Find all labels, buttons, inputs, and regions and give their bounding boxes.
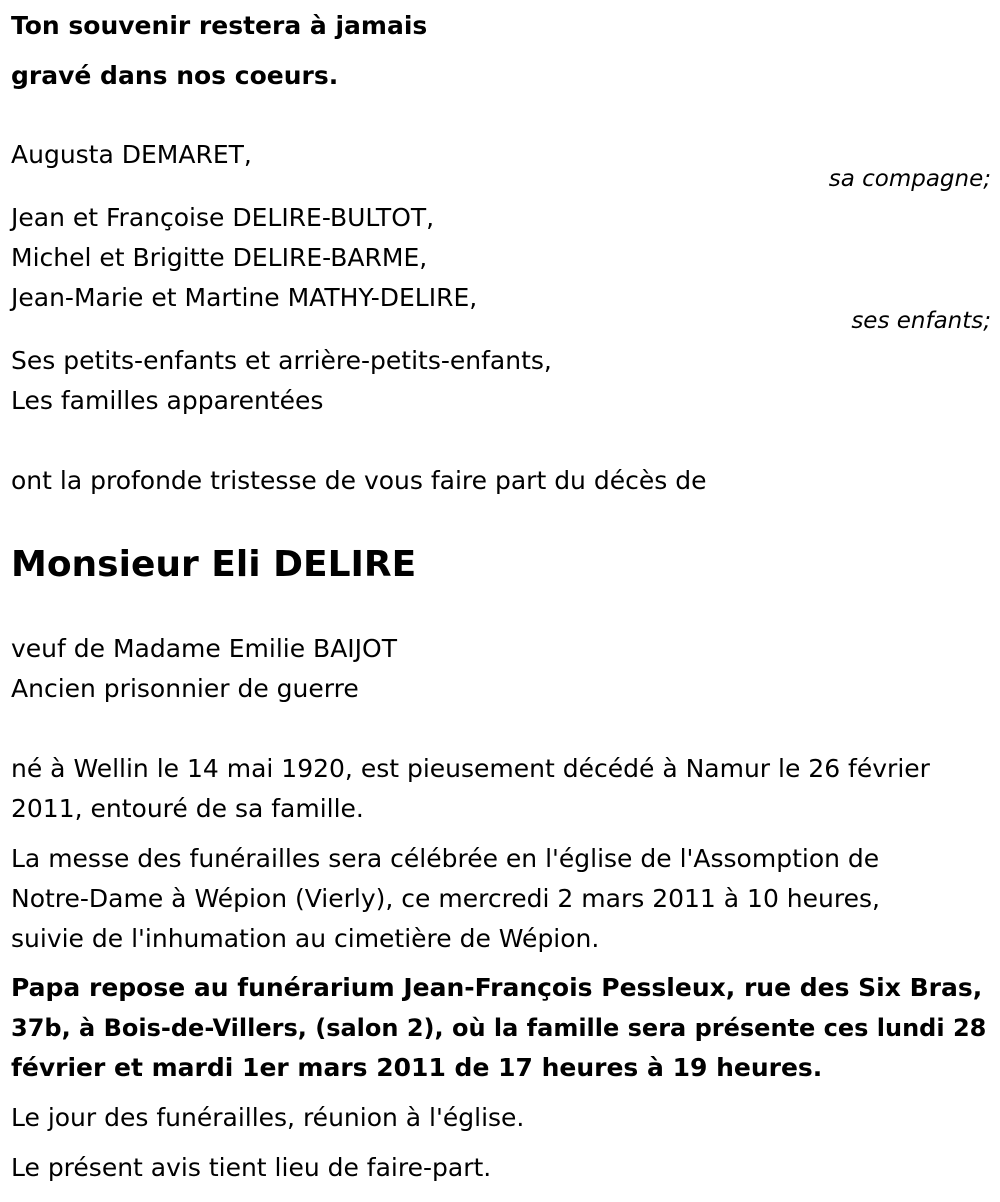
obituary-notice [11, 0, 991, 1202]
mass-line-3: suivie de l'inhumation au cimetière de Wépion. [11, 924, 600, 953]
grandchildren-line: Ses petits-enfants et arrière-petits-enfants, [11, 346, 552, 375]
repose-line-3: février et mardi 1er mars 2011 de 17 heures à 19 heures. [11, 1053, 823, 1082]
birth-death-line-1: né à Wellin le 14 mai 1920, est pieusement décédé à Namur le 26 février [11, 754, 930, 783]
notice-line: Le présent avis tient lieu de faire-part. [11, 1153, 492, 1182]
birth-death-line-2: 2011, entouré de sa famille. [11, 794, 364, 823]
mass-line-1: La messe des funérailles sera célébrée en l'église de l'Assomption de [11, 844, 880, 873]
announcement-line: ont la profonde tristesse de vous faire part du décès de [11, 466, 707, 495]
deceased-name: Monsieur Eli DELIRE [11, 544, 417, 585]
repose-line-1: Papa repose au funérarium Jean-François Pessleux, rue des Six Bras, [11, 973, 983, 1002]
repose-line-2: 37b, à Bois-de-Villers, (salon 2), où la famille sera présente ces lundi 28 [11, 1014, 987, 1042]
child-name: Michel et Brigitte DELIRE-BARME, [11, 243, 428, 272]
deceased-title: Ancien prisonnier de guerre [11, 674, 359, 703]
mass-line-2: Notre-Dame à Wépion (Vierly), ce mercredi 2 mars 2011 à 10 heures, [11, 884, 880, 913]
widower-line: veuf de Madame Emilie BAIJOT [11, 634, 397, 663]
companion-name: Augusta DEMARET, [11, 140, 252, 169]
gathering-line: Le jour des funérailles, réunion à l'église. [11, 1103, 525, 1132]
companion-role: sa compagne; [828, 166, 991, 192]
child-name: Jean et Françoise DELIRE-BULTOT, [11, 203, 435, 232]
children-role: ses enfants; [851, 308, 991, 334]
relatives-line: Les familles apparentées [11, 386, 324, 415]
epitaph-line-1: Ton souvenir restera à jamais [11, 11, 428, 40]
child-name: Jean-Marie et Martine MATHY-DELIRE, [11, 283, 478, 312]
epitaph-line-2: gravé dans nos coeurs. [11, 61, 339, 90]
